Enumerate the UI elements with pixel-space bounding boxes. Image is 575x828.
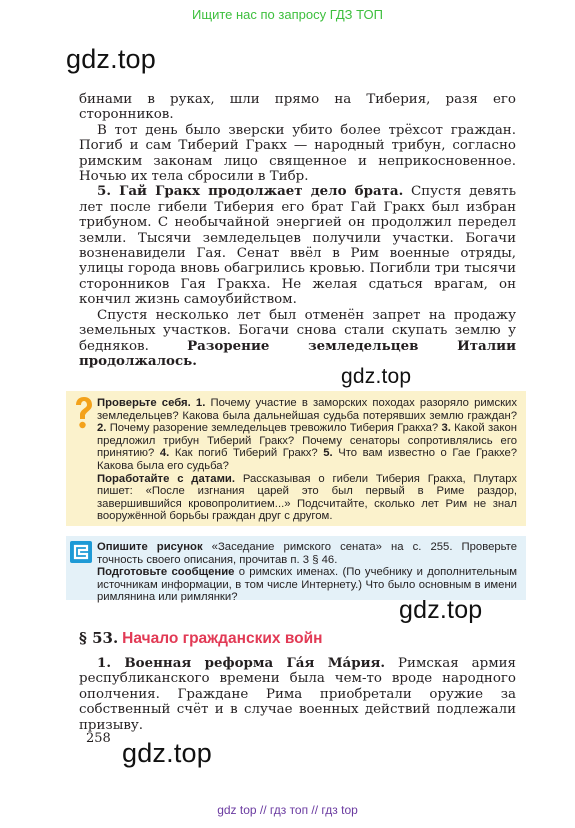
dates-text: Рассказывая о гибели Тиберия Гракха, Плутарх пишет: «После изгнания царей это был первый в Риме раздор, завершившийся кровопролитием...» Подсчитайте, сколько лет Рим не знал вооружённой борьбы граждан друг с другом. <box>97 472 517 523</box>
message-text: о римских именах. (По учебнику и дополнительным источникам информации, в том числе Интернету.) Что было основным в имени римлянина или римлянки? <box>97 566 517 604</box>
check-label: Проверьте себя. <box>97 397 191 409</box>
paragraph-text: Спустя несколько лет был отменён запрет на продажу земельных участков. Богачи снова стали скупать землю у бедняков. <box>79 307 516 354</box>
paragraph-block <box>79 656 516 733</box>
subheading: 1. Военная реформа Гáя Мáрия. <box>97 655 386 671</box>
question-number: 2. <box>97 422 107 435</box>
paragraph: бинами в руках, шли прямо на Тиберия, разя его сторонников. <box>79 92 516 123</box>
question-mark-icon <box>72 396 94 430</box>
page-number: 258 <box>86 731 111 746</box>
questions-text <box>97 397 517 523</box>
dates-task <box>97 473 517 523</box>
picture-label: Опишите рисунок <box>97 541 203 553</box>
check-yourself <box>97 397 517 473</box>
dates-label: Поработайте с датами. <box>97 472 236 485</box>
question: Что вам известно о Гае Гракхе? Какова была его судьба? <box>97 447 518 472</box>
question: Почему участие в заморских походах разоряло римских земледельцев? Какова была дальнейшая судьба потерявших землю граждан? <box>97 397 517 422</box>
question: Как погиб Тиберий Гракх? <box>169 447 318 460</box>
question-number: 1. <box>190 397 206 409</box>
paragraph-text: Римская армия республиканского времени была чем-то вроде народного ополчения. Граждане Рима приобретали оружие за собственный счёт и в случае военных действий подлежали призыву. <box>79 656 516 733</box>
question-number: 4. <box>154 447 170 460</box>
watermark: gdz.top <box>399 596 483 624</box>
section-heading <box>79 629 323 648</box>
message-label: Подготовьте сообщение <box>97 566 235 579</box>
paragraph-block <box>79 92 516 369</box>
conclusion-text: Разорение земледельцев Италии продолжалось. <box>79 337 516 369</box>
question: Почему разорение земледельцев тревожило Тиберия Гракха? <box>106 422 439 435</box>
paragraph <box>79 308 516 370</box>
question: Какой закон предложил трибун Тиберий Гракх? Почему сенаторы сопротивлялись его принятию? <box>97 422 518 460</box>
watermark: gdz.top <box>122 738 212 768</box>
question-number: 5. <box>317 447 333 460</box>
tasks-text <box>97 541 517 604</box>
describe-picture-task <box>97 541 517 566</box>
paragraph: В тот день было зверски убито более трёхсот граждан. Погиб и сам Тиберий Гракх — народный трибун, согласно римским законам лицо священное и неприкосновенное. Ночью их тела сбросили в Тибр. <box>79 122 516 185</box>
paragraph <box>79 656 516 733</box>
subheading: 5. Гай Гракх продолжает дело брата. <box>97 183 404 200</box>
watermark: gdz.top <box>66 44 156 74</box>
section-number: § 53. <box>79 629 119 647</box>
watermark: gdz.top <box>341 365 412 388</box>
picture-text: «Заседание римского сената» на с. 255. Проверьте точность своего описания, прочитав п. 3 § 46. <box>97 541 517 566</box>
top-banner: Ищите нас по запросу ГДЗ ТОП <box>192 7 383 22</box>
paragraph-text: Спустя девять лет после гибели Тиберия его брат Гай Гракх был избран трибуном. С необычайной энергией он продолжил передел земли. Тысячи земледельцев получили участки. Богачи возненавидели Гая. Сенат ввёл в Рим военные отряды, улицы города вновь обагрились кровью. Погибли три тысячи сторонников Гая Гракха. Не желая сдаться врагам, он кончил жизнь самоубийством. <box>79 184 516 308</box>
footer-links[interactable]: gdz top // гдз топ // гдз top <box>217 803 358 817</box>
section-title: Начало гражданских войн <box>122 630 323 647</box>
question-number: 3. <box>438 422 451 435</box>
task-icon <box>70 541 92 563</box>
paragraph <box>79 184 516 307</box>
